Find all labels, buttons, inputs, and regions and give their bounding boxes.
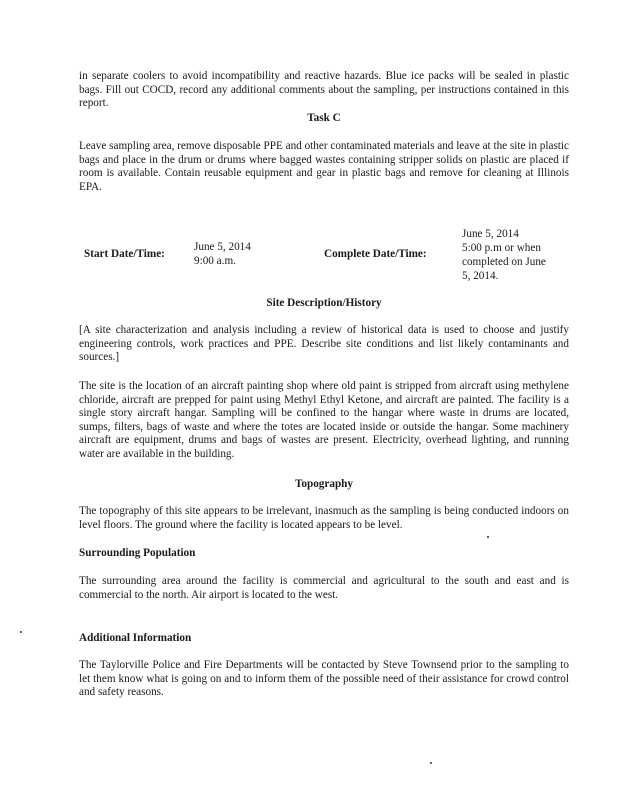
complete-date-line-1: June 5, 2014 bbox=[462, 228, 519, 240]
additional-information-paragraph: The Taylorville Police and Fire Departments will be contacted by Steve Townsend prior to the sampling to let them know what is going on and to inform them of the possible need of their assistance for crowd control and safety reasons. bbox=[79, 659, 569, 699]
surrounding-population-paragraph: The surrounding area around the facility is commercial and agricultural to the south and east and is commercial to the north. Air airport is located to the west. bbox=[79, 575, 569, 601]
scan-speck bbox=[430, 762, 432, 764]
intro-paragraph: in separate coolers to avoid incompatibility and reactive hazards. Blue ice packs will be sealed in plastic bags. Fill out COCD, record any additional comments about the sampling, per instructions contained in this report. bbox=[79, 70, 569, 110]
topography-heading: Topography bbox=[294, 478, 354, 490]
task-c-paragraph: Leave sampling area, remove disposable PPE and other contaminated materials and leave at the site in plastic bags and place in the drum or drums where bagged wastes containing stripper solids on plastic are placed if room is available. Contain reusable equipment and gear in plastic bags and remove for cleaning at Illinois EPA. bbox=[79, 140, 569, 193]
scan-speck bbox=[487, 536, 489, 538]
surrounding-population-heading: Surrounding Population bbox=[79, 547, 196, 559]
complete-date-label: Complete Date/Time: bbox=[324, 248, 427, 260]
topography-paragraph: The topography of this site appears to be irrelevant, inasmuch as the sampling is being conducted indoors on level floors. The ground where the facility is located appears to be level. bbox=[79, 505, 569, 531]
start-date-value: June 5, 2014 bbox=[194, 241, 251, 253]
site-description-note: [A site characterization and analysis including a review of historical data is used to choose and justify engineering controls, work practices and PPE. Describe site conditions and list likely contaminants and sources.] bbox=[79, 324, 569, 364]
complete-date-line-2: 5:00 p.m or when bbox=[462, 242, 541, 254]
site-description-paragraph: The site is the location of an aircraft painting shop where old paint is stripped from aircraft using methylene chloride, aircraft are prepped for paint using Methyl Ethyl Ketone, and aircraft are painted. The facility is a single story aircraft hangar. Sampling will be confined to the hangar where waste in drums are located, sumps, filters, bags of waste and where the totes are located inside or outside the hangar. Some machinery aircraft are equipment, drums and bags of wastes are present. Electricity, overhead lighting, and running water are available in the building. bbox=[79, 380, 569, 460]
additional-information-heading: Additional Information bbox=[79, 632, 192, 644]
complete-date-line-3: completed on June bbox=[462, 256, 546, 268]
scan-speck bbox=[20, 631, 22, 633]
site-description-heading: Site Description/History bbox=[266, 297, 382, 309]
start-time-value: 9:00 a.m. bbox=[194, 255, 236, 267]
complete-date-line-4: 5, 2014. bbox=[462, 270, 499, 282]
task-c-heading: Task C bbox=[307, 112, 341, 124]
start-date-label: Start Date/Time: bbox=[84, 248, 165, 260]
